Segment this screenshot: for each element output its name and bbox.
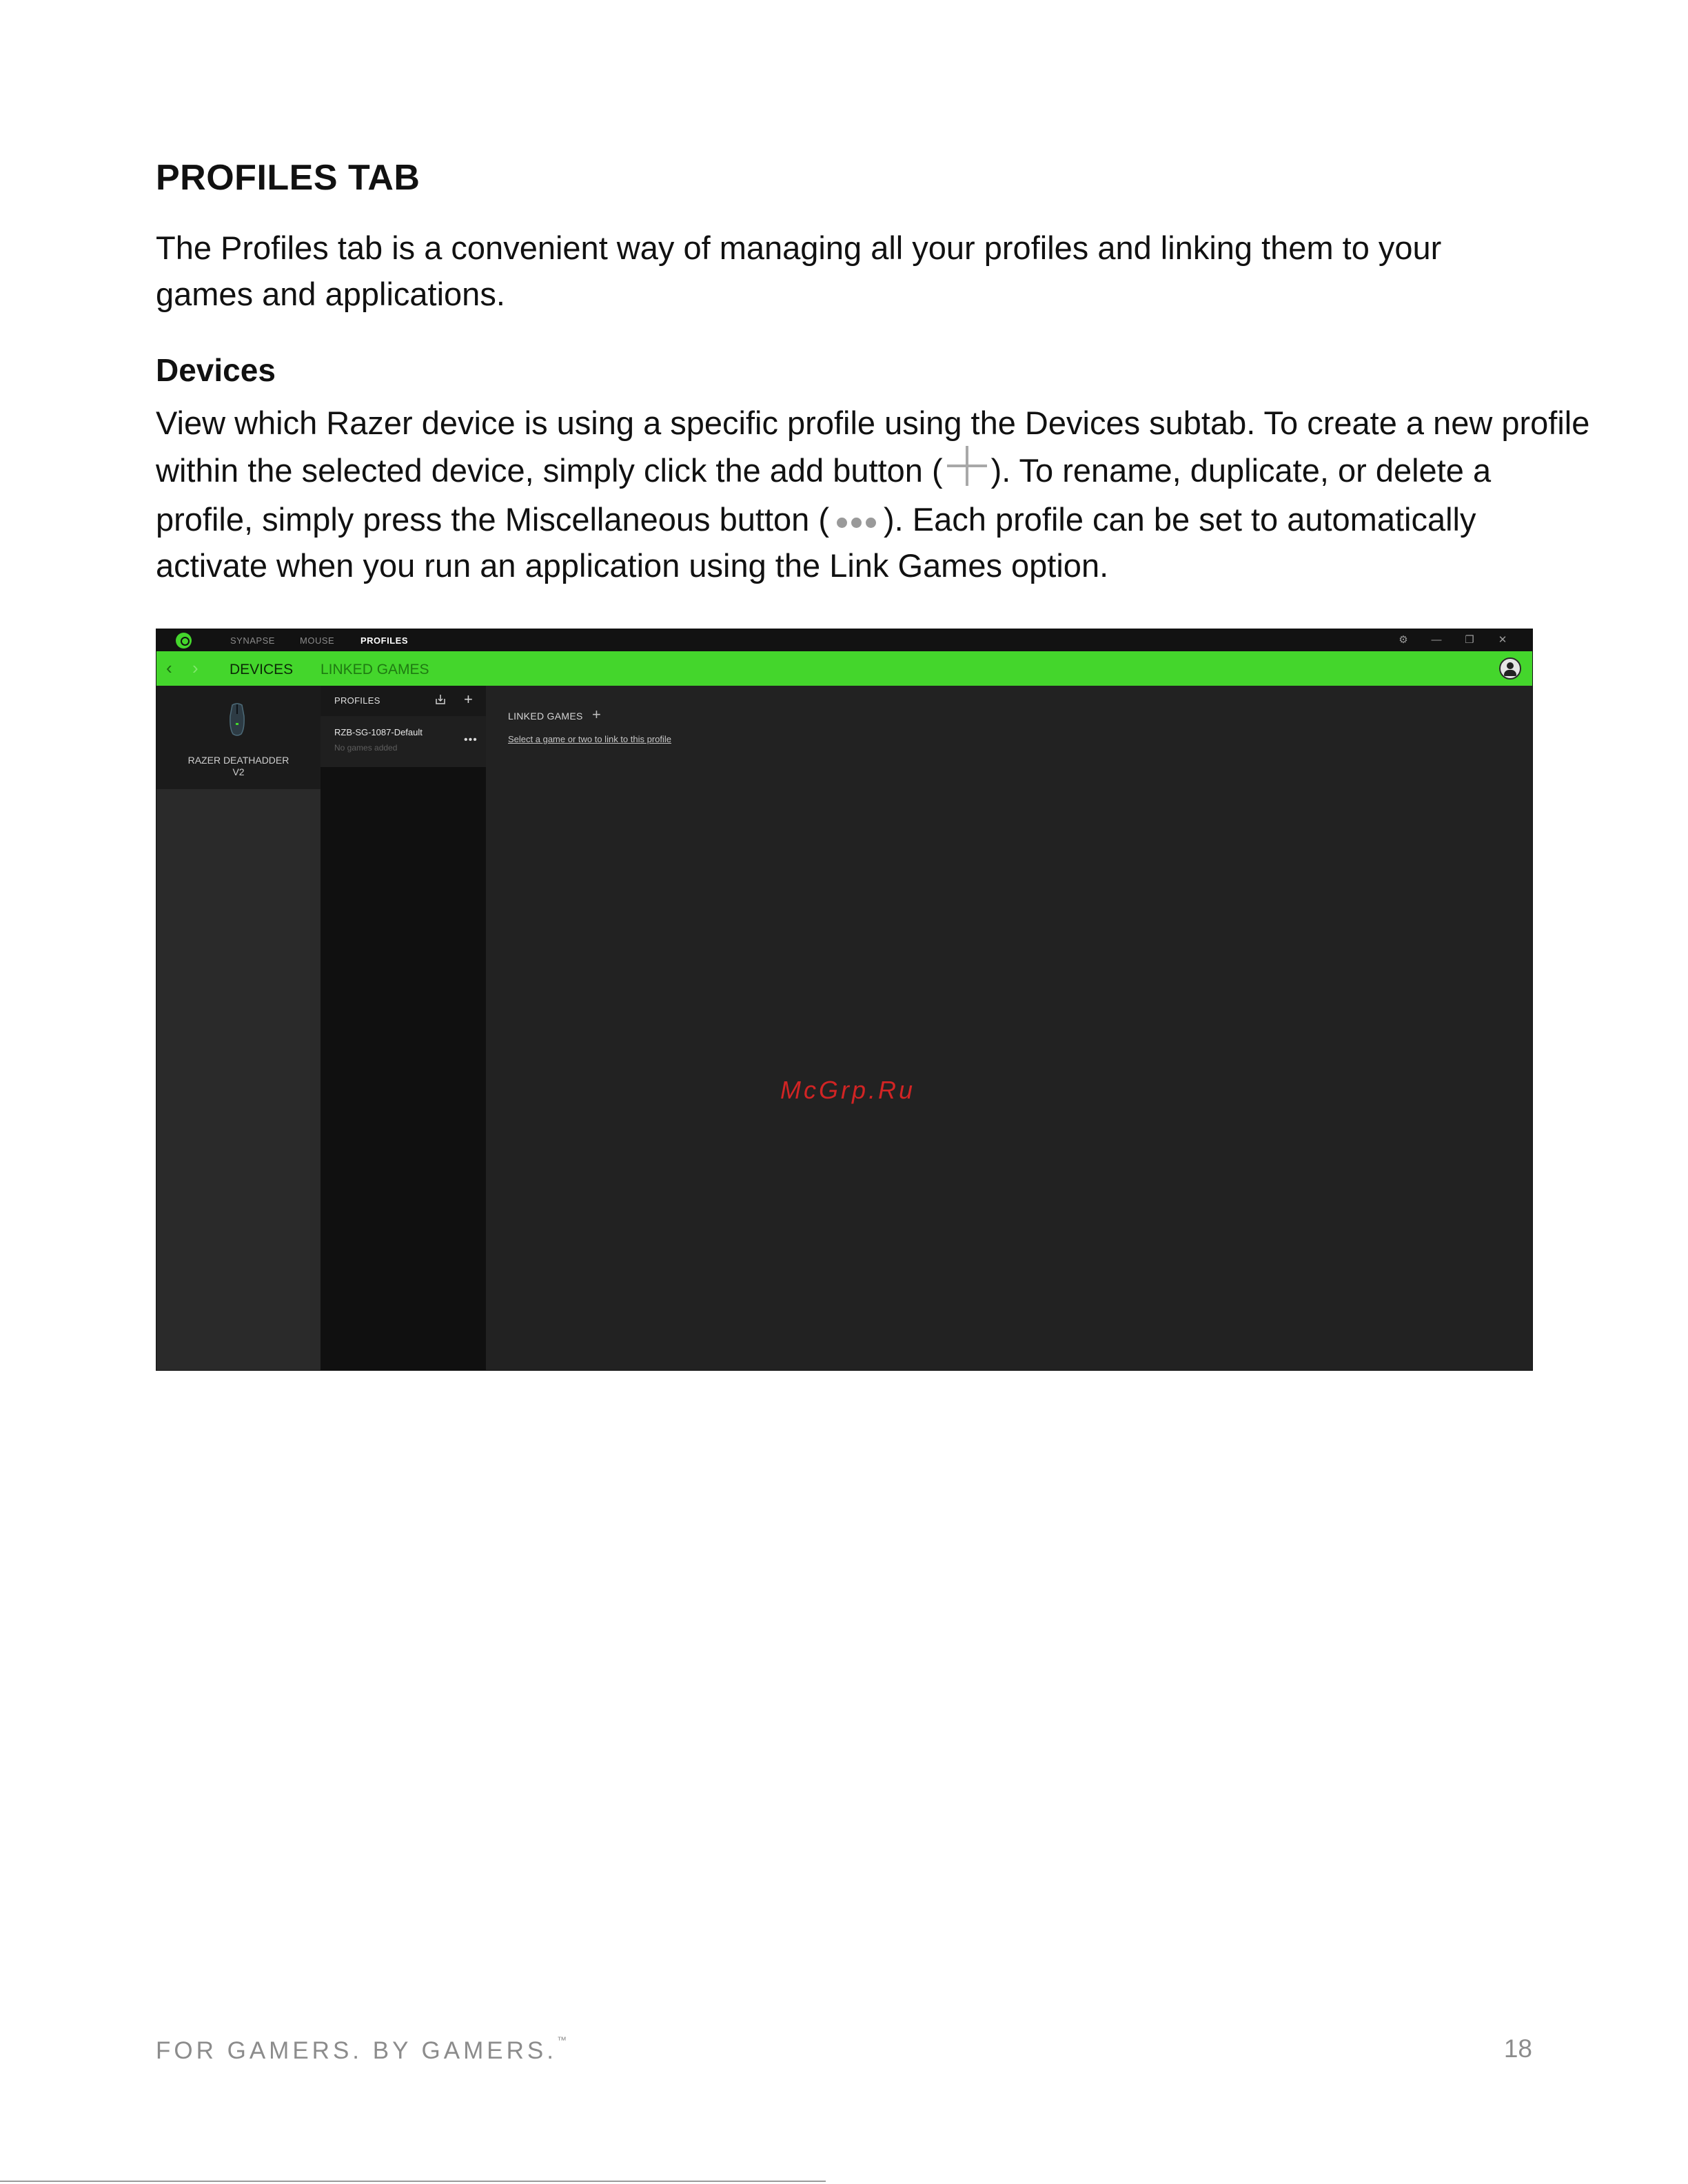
linked-games-title: LINKED GAMES bbox=[508, 711, 583, 722]
footer-tagline bbox=[156, 2034, 567, 2065]
device-name-line: V2 bbox=[232, 766, 245, 777]
profiles-header bbox=[321, 686, 486, 716]
section-heading-devices: Devices bbox=[156, 352, 276, 388]
tab-synapse[interactable]: SYNAPSE bbox=[230, 635, 275, 646]
page-number: 18 bbox=[1503, 2034, 1532, 2063]
devices-paragraph bbox=[156, 400, 1590, 589]
add-profile-button[interactable]: + bbox=[464, 691, 473, 708]
subtab-linked-games[interactable]: LINKED GAMES bbox=[321, 662, 429, 677]
paragraph-text: ). Each profile can be set to automatically bbox=[884, 501, 1476, 538]
settings-gear-icon[interactable]: ⚙ bbox=[1399, 634, 1408, 646]
profiles-title: PROFILES bbox=[334, 695, 380, 706]
synapse-screenshot bbox=[156, 629, 1533, 1371]
add-linked-game-button[interactable]: + bbox=[592, 706, 601, 723]
close-icon[interactable]: ✕ bbox=[1498, 634, 1507, 646]
page-title: PROFILES TAB bbox=[156, 158, 420, 198]
more-dots-icon bbox=[835, 493, 878, 540]
profile-list-item[interactable] bbox=[321, 716, 486, 767]
paragraph-text: profile, simply press the Miscellaneous button ( bbox=[156, 501, 829, 538]
watermark: McGrp.Ru bbox=[780, 1076, 916, 1104]
profile-name: RZB-SG-1087-Default bbox=[334, 727, 423, 737]
device-name-line: RAZER DEATHADDER bbox=[187, 755, 289, 766]
subtab-devices[interactable]: DEVICES bbox=[230, 662, 294, 677]
paragraph-line bbox=[156, 493, 1541, 542]
miscellaneous-button[interactable]: ••• bbox=[464, 734, 478, 746]
subtab-bar bbox=[156, 651, 1532, 686]
razer-logo-icon bbox=[176, 633, 192, 649]
paragraph-line: activate when you run an application using the Link Games option. bbox=[156, 547, 1109, 584]
import-icon[interactable] bbox=[435, 694, 446, 705]
device-column bbox=[156, 686, 321, 1370]
paragraph-line: View which Razer device is using a specific profile using the Devices subtab. To create a new profile bbox=[156, 405, 1590, 441]
paragraph-line bbox=[156, 446, 1541, 493]
maximize-icon[interactable]: ❐ bbox=[1465, 634, 1474, 646]
back-arrow-icon[interactable]: ‹ bbox=[166, 657, 172, 678]
user-avatar-icon[interactable] bbox=[1499, 657, 1521, 680]
mouse-icon bbox=[226, 702, 248, 737]
tab-mouse[interactable]: MOUSE bbox=[300, 635, 335, 646]
intro-paragraph: The Profiles tab is a convenient way of managing all your profiles and linking them to your games and applications. bbox=[156, 229, 1442, 312]
tagline-text: FOR GAMERS. BY GAMERS. bbox=[156, 2037, 557, 2064]
divider bbox=[0, 2181, 826, 2182]
device-card[interactable] bbox=[156, 686, 321, 789]
add-icon bbox=[947, 446, 987, 486]
device-name bbox=[156, 755, 321, 778]
forward-arrow-icon[interactable]: › bbox=[192, 657, 199, 678]
profile-status: No games added bbox=[334, 743, 398, 753]
minimize-icon[interactable]: — bbox=[1431, 634, 1442, 646]
paragraph-text: within the selected device, simply click the add button ( bbox=[156, 452, 943, 489]
link-game-hint[interactable]: Select a game or two to link to this profile bbox=[508, 734, 672, 744]
profiles-column bbox=[321, 686, 486, 1370]
paragraph-text: ). To rename, duplicate, or delete a bbox=[990, 452, 1492, 489]
trademark-mark: ™ bbox=[556, 2034, 567, 2045]
title-bar bbox=[156, 629, 1532, 651]
tab-profiles[interactable]: PROFILES bbox=[360, 635, 409, 646]
